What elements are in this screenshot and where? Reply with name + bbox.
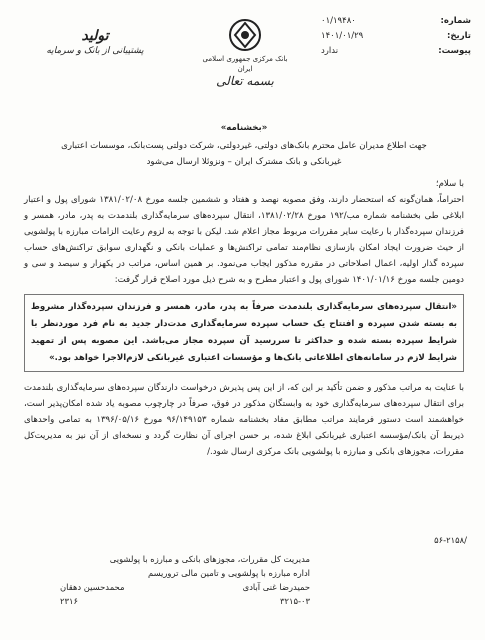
letter-title: «بخشنامه» bbox=[220, 123, 268, 133]
meta-attachment-value: ندارد bbox=[321, 46, 339, 56]
meta-number-label: شماره: bbox=[440, 16, 471, 26]
signatory-left: محمدحسین دهقان bbox=[60, 582, 125, 592]
meta-number-row bbox=[321, 14, 471, 29]
letter-header bbox=[0, 0, 485, 110]
signature-dept1: مدیریت کل مقررات، مجوزهای بانکی و مبارزه با پولشویی bbox=[109, 554, 310, 564]
letter-body bbox=[24, 120, 464, 460]
meta-date-label: تاریخ: bbox=[447, 31, 471, 41]
bank-logo bbox=[200, 18, 290, 98]
signatory-code-right: ۳۲۱۵-۰۳ bbox=[279, 596, 310, 606]
signatory-right: حمیدرضا غنی آبادی bbox=[242, 582, 310, 592]
bank-script-heading: بسمه تعالی bbox=[216, 74, 274, 88]
paragraph-1: احتراماً، همان‌گونه که استحضار دارند، وفق مصوبه نهصد و هفتاد و ششمین جلسه مورخ ۱۳۸۱/۰۲/۰۸ شورای پول و اعتبار ابلاغی طی بخشنامه شماره مب/۱۹۲ مورخ ۱۳۸۱/۰۲/۲۸، انتقال سپرده‌های سرمایه‌گذاری بلندمدت به پدر، مادر، همسر و فرزندان سپرده‌گذار با رعایت سایر مقررات مربوط مجاز اعلام شد. لیکن با توجه به لزوم رعایت الزامات مبارزه با پولشویی از حیث ضرورت ایجاد امکان بازسازی نظام‌مند تمامی تراکنش‌ها و عملیات بانکی و نگهداری سوابق تراکنش‌های حساب سپرده گذار اولیه، اعمال اصلاحاتی در مقرره مذکور ایجاب می‌نمود. بر همین اساس، مراتب در یکهزار و سیصد و سی و دومین جلسه مورخ ۱۴۰۱/۰۱/۱۶ شورای پول و اعتبار مطرح و به شرح ذیل مورد اصلاح قرار گرفت: bbox=[24, 195, 465, 285]
reference-number: ۵۶-۲۱۵۸/ bbox=[434, 535, 467, 545]
paragraph-2: با عنایت به مراتب مذکور و ضمن تأکید بر این که، از این پس پذیرش درخواست دارندگان سپرده‌های سرمایه‌گذاری بلندمدت برای انتقال سپرده‌های سرمایه‌گذاری خود به وابستگان مذکور در فوق، صرفاً در چارچوب مصوبه یاد شده امکان‌پذیر است، خواهشمند است دستور فرمایند مراتب مطابق مفاد بخشنامه شماره ۹۶/۱۴۹۱۵۳ مورخ ۱۳۹۶/۰۵/۱۶ به تمامی واحدهای ذیربط آن بانک/مؤسسه اعتباری غیربانکی ابلاغ شده، بر حسن اجرای آن نظارت گردد و نسخه‌ای از آن نیز به مدیریت‌کل مقررات، مجوزهای بانکی و مبارزه با پولشویی بانک مرکزی ارسال شود./ bbox=[24, 383, 464, 457]
meta-date-value: ۱۴۰۱/۰۱/۲۹ bbox=[321, 31, 364, 41]
production-stamp bbox=[40, 28, 150, 56]
recipients-line1: جهت اطلاع مدیران عامل محترم بانک‌های دولتی، غیردولتی، شرکت دولتی پست‌بانک، موسسات اعتباری bbox=[61, 141, 427, 151]
recipients-line2: غیربانکی و بانک مشترک ایران – ونزوئلا ارسال می‌شود bbox=[146, 157, 342, 167]
meta-number-value: ۰۱/۱۹۴۸۰ bbox=[321, 16, 356, 26]
signature-block bbox=[60, 552, 310, 608]
letter-recipients bbox=[24, 138, 464, 170]
bank-emblem-icon bbox=[228, 18, 262, 52]
bank-name: بانک مرکزی جمهوری اسلامی ایران bbox=[202, 55, 288, 73]
signatory-code-left: ۲۳۱۶ bbox=[60, 596, 78, 606]
meta-attachment-label: پیوست: bbox=[438, 46, 471, 56]
stamp-line2: پشتیبانی از بانک و سرمایه bbox=[46, 46, 144, 56]
greeting: با سلام؛ bbox=[435, 179, 464, 189]
signature-codes bbox=[60, 594, 310, 608]
letter-meta bbox=[321, 14, 471, 59]
quoted-resolution: «انتقال سپرده‌های سرمایه‌گذاری بلندمدت صرفاً به پدر، مادر، همسر و فرزندان سپرده‌گذار مشروط به بسته شدن سپرده و افتتاح یک حساب سپرده سرمایه‌گذاری مدت‌دار جدید به نام فرد موردنظر با شرایط سپرده بسته شده و حداکثر تا سررسید آن سپرده مجاز می‌باشد. این مصوبه پس از تمهید شرایط لازم در سامانه‌های اطلاعاتی بانک‌ها و مؤسسات اعتباری غیربانکی لازم‌الاجرا خواهد بود.» bbox=[24, 294, 464, 372]
signature-names bbox=[60, 580, 310, 594]
signature-dept2: اداره مبارزه با پولشویی و تامین مالی تروریسم bbox=[148, 568, 310, 578]
meta-date-row bbox=[321, 29, 471, 44]
stamp-line1: تولید bbox=[81, 28, 109, 44]
meta-attachment-row bbox=[321, 44, 471, 59]
